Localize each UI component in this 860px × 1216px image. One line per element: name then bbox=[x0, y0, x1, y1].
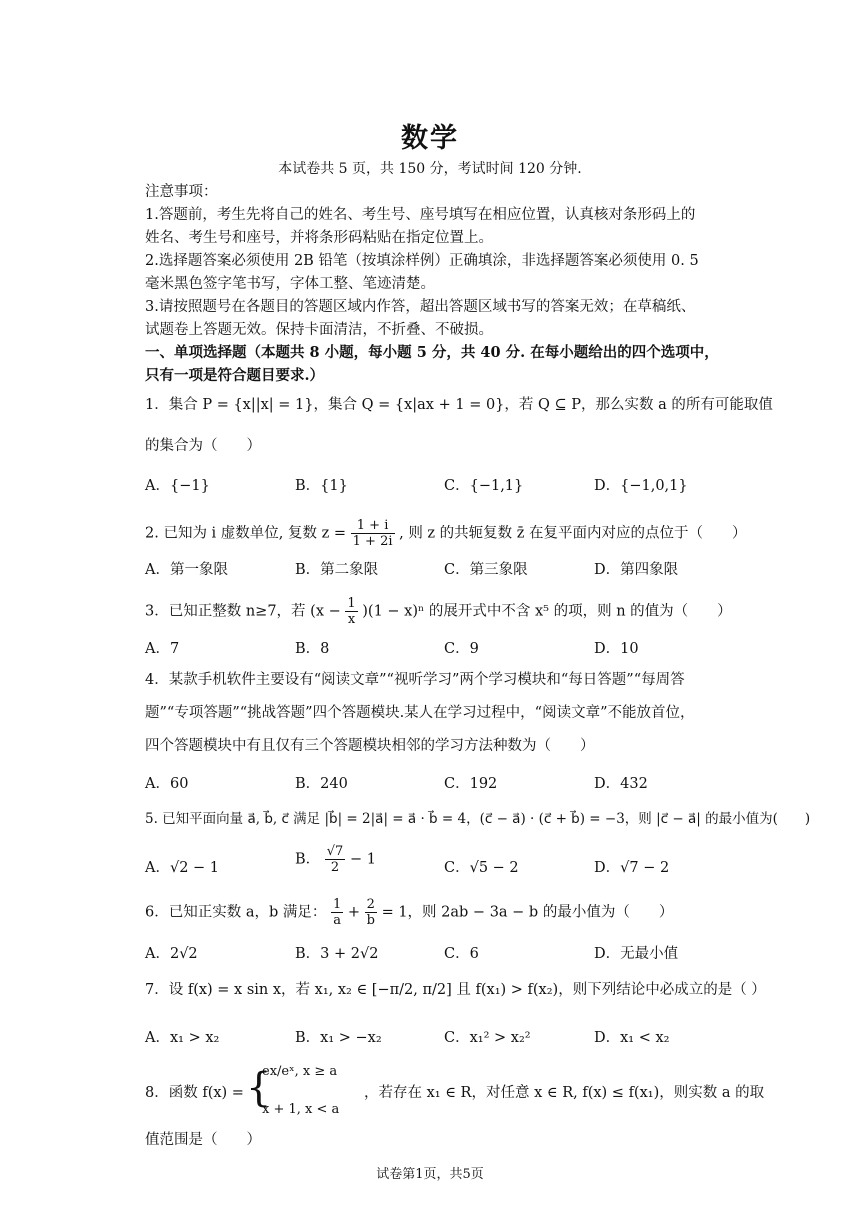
q5-b-fraction bbox=[325, 844, 346, 875]
question-8-stem-cont: 值范围是（ ） bbox=[145, 1132, 261, 1148]
q7-option-d: D．x₁ < x₂ bbox=[594, 1030, 670, 1046]
q4-option-c: C．192 bbox=[444, 776, 498, 792]
q6-option-b: B．3 + 2√2 bbox=[295, 946, 379, 962]
question-4-stem-cont: 题”“专项答题”“挑战答题”四个答题模块.某人在学习过程中，“阅读文章”不能放首位， bbox=[145, 705, 695, 721]
q6-fraction-1 bbox=[331, 897, 343, 928]
q2-stem-pre: 2. 已知为 i 虚数单位, 复数 z = bbox=[145, 525, 347, 542]
q2-frac-denominator: 1 + 2i bbox=[352, 534, 393, 549]
q7-option-b: B．x₁ > −x₂ bbox=[295, 1030, 382, 1046]
q7-option-c: C．x₁² > x₂² bbox=[444, 1030, 531, 1046]
q1-option-d: D．{−1,0,1} bbox=[594, 478, 688, 494]
q6-f1-denominator: a bbox=[333, 913, 341, 928]
q2-option-d: D．第四象限 bbox=[594, 562, 679, 578]
question-3-stem bbox=[145, 596, 732, 627]
q6-f2-numerator: 2 bbox=[365, 897, 377, 913]
question-2-stem bbox=[145, 518, 747, 549]
q6-fraction-2 bbox=[365, 897, 377, 928]
notice-item-2: 2.选择题答案必须使用 2B 铅笔（按填涂样例）正确填涂，非选择题答案必须使用 0. 5 bbox=[145, 253, 699, 269]
question-1-stem-cont: 的集合为（ ） bbox=[145, 438, 261, 454]
q7-option-a: A．x₁ > x₂ bbox=[145, 1030, 220, 1046]
exam-info: 本试卷共 5 页，共 150 分，考试时间 120 分钟. bbox=[278, 161, 582, 177]
q6-option-d: D．无最小值 bbox=[594, 946, 679, 962]
q6-stem-post: = 1，则 2ab − 3a − b 的最小值为（ ） bbox=[381, 904, 674, 921]
question-6-stem bbox=[145, 897, 673, 928]
q5-option-b bbox=[295, 844, 376, 875]
q6-stem-pre: 6．已知正实数 a，b 满足： bbox=[145, 904, 327, 921]
q3-frac-denominator: x bbox=[347, 612, 356, 627]
q8-case-2: x + 1, x < a bbox=[262, 1102, 340, 1117]
q5-b-label: B． bbox=[295, 851, 321, 868]
q5-b-rest: − 1 bbox=[349, 851, 376, 868]
question-5-stem: 5. 已知平面向量 a⃗, b⃗, c⃗ 满足 |b⃗| = 2|a⃗| = a⃗ · b⃗ = 4，(c⃗ − a⃗) · (c⃗ + b⃗) = −3，则 |c⃗ − a⃗| 的最小值为( ) bbox=[145, 811, 811, 827]
q3-stem-pre: 3．已知正整数 n≥7，若 (x − bbox=[145, 603, 341, 620]
notice-item-1-cont: 姓名、考生号和座号，并将条形码粘贴在指定位置上。 bbox=[145, 230, 493, 246]
q2-option-a: A．第一象限 bbox=[145, 562, 228, 578]
q6-option-c: C．6 bbox=[444, 946, 479, 962]
q2-option-c: C．第三象限 bbox=[444, 562, 528, 578]
q3-frac-numerator: 1 bbox=[347, 596, 356, 611]
question-7-stem: 7．设 f(x) = x sin x，若 x₁, x₂ ∈ [−π/2, π/2] 且 f(x₁) > f(x₂)，则下列结论中必成立的是（ ） bbox=[145, 982, 766, 998]
notice-item-1: 1.答题前，考生先将自己的姓名、考生号、座号填写在相应位置，认真核对条形码上的 bbox=[145, 207, 696, 223]
q6-option-a: A．2√2 bbox=[145, 946, 198, 962]
q5-option-d: D．√7 − 2 bbox=[594, 860, 670, 876]
q2-option-b: B．第二象限 bbox=[295, 562, 379, 578]
section-heading-cont: 只有一项是符合题目要求.） bbox=[145, 367, 325, 384]
q6-plus: + bbox=[347, 904, 365, 921]
q1-option-a: A．{−1} bbox=[145, 478, 210, 494]
q2-stem-post: , 则 z 的共轭复数 z̄ 在复平面内对应的点位于（ ） bbox=[399, 525, 747, 542]
question-8-stem-pre: 8．函数 f(x) = bbox=[145, 1085, 244, 1101]
q1-option-c: C．{−1,1} bbox=[444, 478, 524, 494]
q5-b-denominator: 2 bbox=[330, 860, 340, 875]
q1-option-b: B．{1} bbox=[295, 478, 348, 494]
q5-option-a: A．√2 − 1 bbox=[145, 860, 220, 876]
q3-option-c: C．9 bbox=[444, 641, 479, 657]
q3-option-a: A．7 bbox=[145, 641, 180, 657]
q8-case-1: ex/eˣ, x ≥ a bbox=[262, 1064, 338, 1079]
q5-b-numerator: √7 bbox=[326, 844, 344, 859]
question-4-stem-cont-2: 四个答题模块中有且仅有三个答题模块相邻的学习方法种数为（ ） bbox=[145, 738, 595, 754]
q4-option-b: B．240 bbox=[295, 776, 348, 792]
q6-f1-numerator: 1 bbox=[332, 897, 342, 912]
q2-frac-numerator: 1 + i bbox=[351, 518, 395, 534]
section-heading: 一、单项选择题（本题共 8 小题，每小题 5 分，共 40 分. 在每小题给出的四个选项中， bbox=[145, 344, 719, 361]
q4-option-d: D．432 bbox=[594, 776, 648, 792]
q4-option-a: A．60 bbox=[145, 776, 189, 792]
question-8-stem-post: ，若存在 x₁ ∈ R，对任意 x ∈ R, f(x) ≤ f(x₁)，则实数 a 的取 bbox=[364, 1085, 765, 1101]
q3-stem-post: )(1 − x)ⁿ 的展开式中不含 x⁵ 的项，则 n 的值为（ ） bbox=[362, 603, 732, 620]
notice-item-3: 3.请按照题号在各题目的答题区域内作答，超出答题区域书写的答案无效；在草稿纸、 bbox=[145, 299, 696, 315]
notice-item-3-cont: 试题卷上答题无效。保持卡面清洁，不折叠、不破损。 bbox=[145, 322, 493, 338]
page-footer: 试卷第1页，共5页 bbox=[376, 1167, 484, 1182]
q2-fraction bbox=[351, 518, 395, 549]
notice-heading: 注意事项： bbox=[145, 184, 218, 200]
q6-f2-denominator: b bbox=[366, 913, 375, 928]
piecewise-brace: { bbox=[246, 1065, 272, 1111]
question-1-stem: 1．集合 P = {x||x| = 1}，集合 Q = {x|ax + 1 = 0}，若 Q ⊆ P，那么实数 a 的所有可能取值 bbox=[145, 397, 773, 413]
q5-option-c: C．√5 − 2 bbox=[444, 860, 519, 876]
q3-option-d: D．10 bbox=[594, 641, 639, 657]
question-4-stem: 4．某款手机软件主要设有“阅读文章”“视听学习”两个学习模块和“每日答题”“每周答 bbox=[145, 672, 685, 688]
page-title: 数学 bbox=[401, 123, 459, 154]
q3-fraction bbox=[345, 596, 357, 627]
notice-item-2-cont: 毫米黑色签字笔书写，字体工整、笔迹清楚。 bbox=[145, 276, 435, 292]
q3-option-b: B．8 bbox=[295, 641, 330, 657]
